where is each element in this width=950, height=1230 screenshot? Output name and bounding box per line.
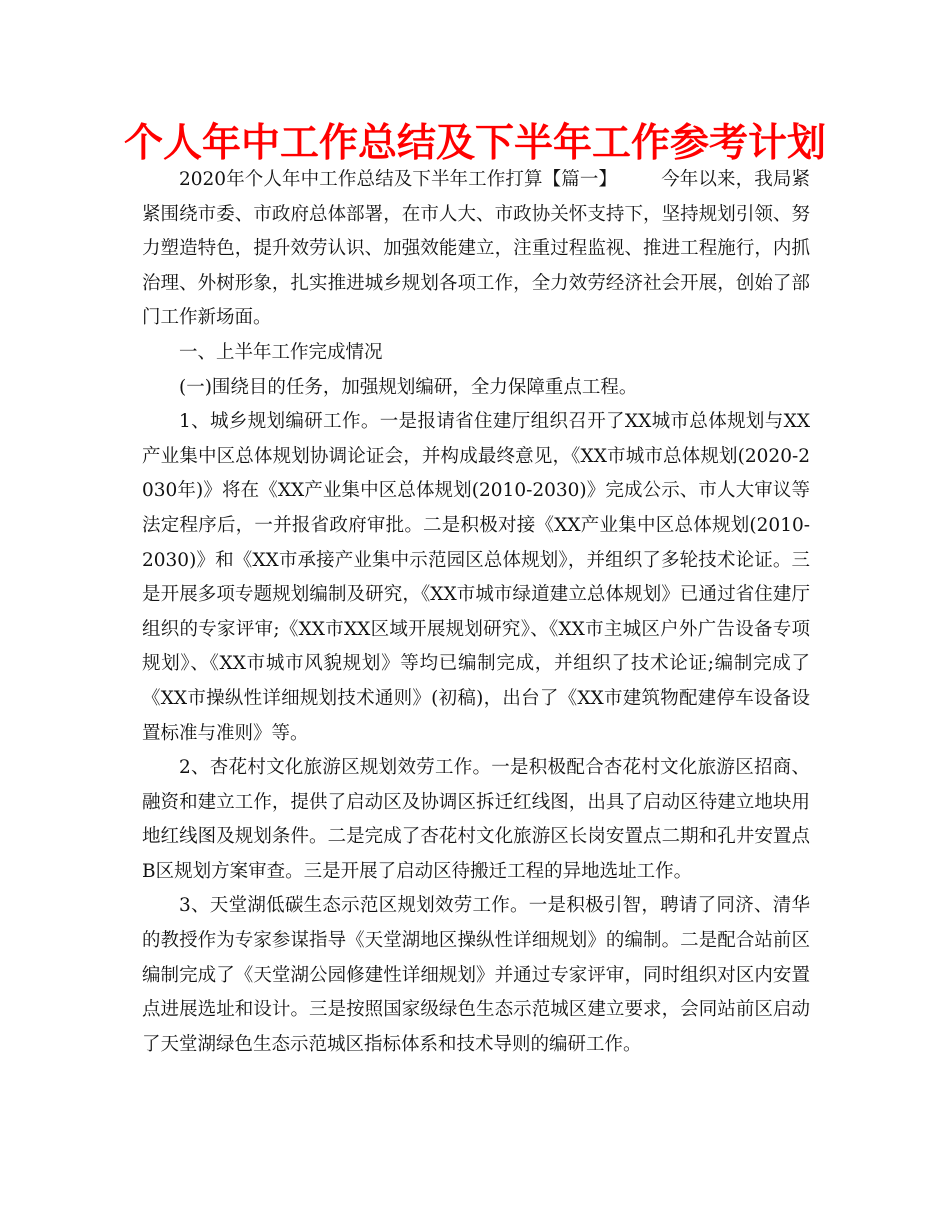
paragraph-item-2: 2、杏花村文化旅游区规划效劳工作。一是积极配合杏花村文化旅游区招商、融资和建立工作，提供了启动区及协调区拆迁红线图，出具了启动区待建立地块用地红线图及规划条件。二是完成了杏花村文化旅游区长岗安置点二期和孔井安置点B区规划方案审查。三是开展了启动区待搬迁工程的异地选址工作。 <box>142 757 810 882</box>
intro-text: 今年以来，我局紧紧围绕市委、市政府总体部署，在市人大、市政协关怀支持下，坚持规划引领、努力塑造特色，提升效劳认识、加强效能建立，注重过程监视、推进工程施行，内抓治理、外树形象，扎实推进城乡规划各项工作，全力效劳经济社会开展，创始了部门工作新场面。 <box>142 169 810 329</box>
document-title: 个人年中工作总结及下半年工作参考计划 <box>123 121 826 166</box>
document-body <box>142 163 810 1062</box>
paragraph-item-3: 3、天堂湖低碳生态示范区规划效劳工作。一是积极引智，聘请了同济、清华的教授作为专家参谋指导《天堂湖地区操纵性详细规划》的编制。二是配合站前区编制完成了《天堂湖公园修建性详细规划》并通过专家评审，同时组织对区内安置点进展选址和设计。三是按照国家级绿色生态示范城区建立要求，会同站前区启动了天堂湖绿色生态示范城区指标体系和技术导则的编研工作。 <box>142 895 810 1055</box>
section-heading: 一、上半年工作完成情况 <box>179 341 383 363</box>
paragraph-item-1: 1、城乡规划编研工作。一是报请省住建厅组织召开了XX城市总体规划与XX产业集中区总体规划协调论证会，并构成最终意见，《XX市城市总体规划(2020-2030年)》将在《XX产业集中区总体规划(2010-2030)》完成公示、市人大审议等法定程序后，一并报省政府审批。二是积极对接《XX产业集中区总体规划(2010-2030)》和《XX市承接产业集中示范园区总体规划》，并组织了多轮技术论证。三是开展多项专题规划编制及研究，《XX市城市绿道建立总体规划》已通过省住建厅组织的专家评审;《XX市XX区域开展规划研究》、《XX市主城区户外广告设备专项规划》、《XX市城市风貌规划》等均已编制完成，并组织了技术论证;编制完成了《XX市操纵性详细规划技术通则》(初稿)，出台了《XX市建筑物配建停车设备设置标准与准则》等。 <box>142 411 810 744</box>
intro-paragraph <box>142 163 810 336</box>
subsection-heading: (一)围绕目的任务，加强规划编研，全力保障重点工程。 <box>179 376 638 398</box>
intro-heading: 2020年个人年中工作总结及下半年工作打算【篇一】 <box>179 169 618 190</box>
